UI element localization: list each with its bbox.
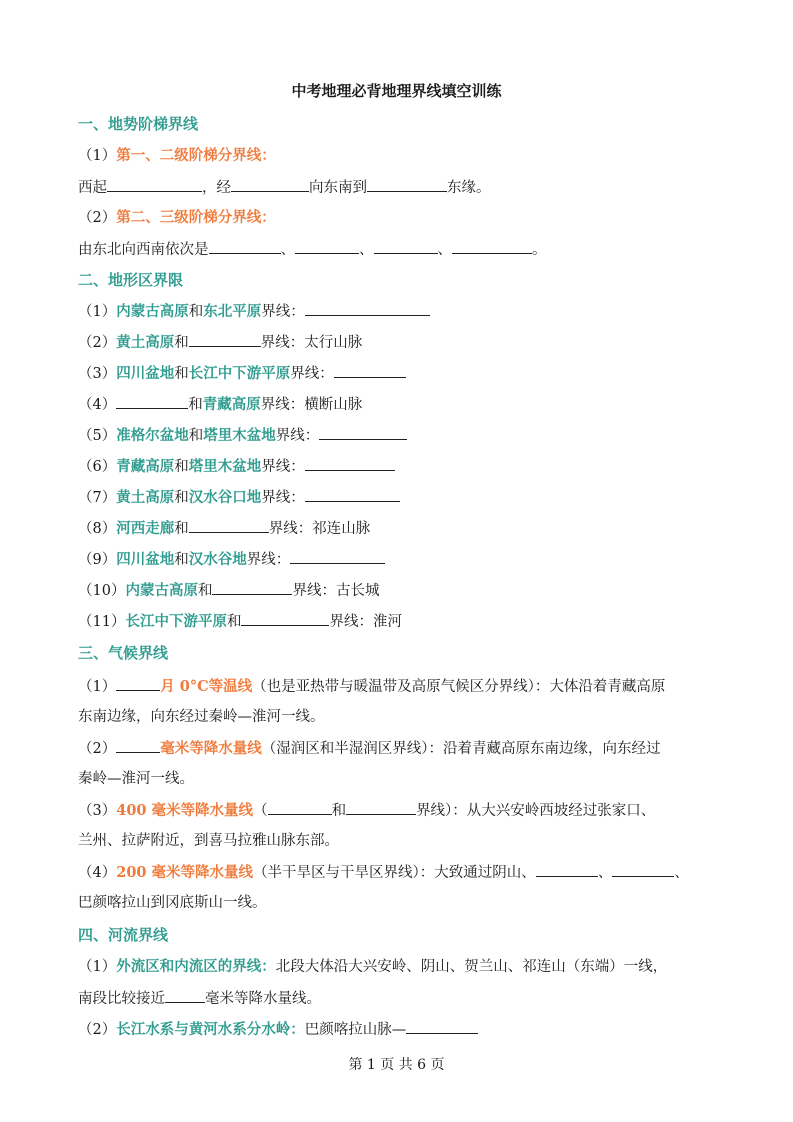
- region-name: 四川盆地: [116, 551, 175, 568]
- region-name: 黄土高原: [116, 489, 175, 506]
- question-line: [78, 177, 728, 198]
- region-name: 青藏高原: [202, 396, 261, 413]
- answer-blank[interactable]: [305, 301, 430, 316]
- text: 界线：: [261, 490, 305, 506]
- region-name: 汉水谷地: [188, 551, 247, 568]
- text: 向东南到: [309, 180, 367, 196]
- text: 界线：: [275, 428, 320, 444]
- question-number: （7）: [78, 490, 117, 506]
- text: 界线：: [261, 459, 305, 475]
- text: 和: [331, 803, 347, 819]
- question-line: [78, 611, 728, 632]
- question-line: [78, 800, 728, 821]
- text: 东南边缘，向东经过秦岭—淮河一线。: [78, 709, 325, 725]
- text: 巴颜喀拉山脉—: [304, 1022, 407, 1038]
- question-number: （2）: [78, 335, 117, 351]
- text: 。: [532, 242, 547, 258]
- text: 秦岭—淮河一线。: [78, 771, 194, 787]
- section-heading-rivers: 四、河流界线: [78, 926, 169, 944]
- question-number: （4）: [78, 397, 117, 413]
- question-title: 长江水系与黄河水系分水岭：: [116, 1021, 305, 1038]
- text: （半干旱区与干旱区界线）：大致通过阴山、: [253, 865, 536, 881]
- question-line: [78, 425, 728, 446]
- text: 西起: [78, 180, 107, 196]
- text: （湿润区和半湿润区界线）：沿着青藏高原东南边缘，向东经过: [261, 741, 661, 757]
- separator: 、: [280, 242, 295, 258]
- question-number: （9）: [78, 552, 117, 568]
- question-line: [78, 676, 728, 697]
- question-line: [78, 580, 728, 601]
- answer-blank[interactable]: [334, 363, 406, 378]
- region-name: 内蒙古高原: [116, 303, 189, 320]
- answer-blank[interactable]: [165, 988, 205, 1003]
- region-name: 长江中下游平原: [125, 613, 227, 630]
- question-line: [78, 363, 728, 384]
- question-number: （8）: [78, 521, 117, 537]
- text: 界线：: [246, 552, 291, 568]
- question-number: （2）: [78, 210, 117, 226]
- answer-blank[interactable]: [290, 549, 385, 564]
- answer-blank[interactable]: [374, 239, 438, 254]
- section-heading-climate: 三、气候界线: [78, 644, 169, 662]
- question-number: （1）: [78, 148, 117, 164]
- question-line: [78, 549, 728, 570]
- text: 界线：太行山脉: [260, 335, 363, 351]
- question-line: [78, 487, 728, 508]
- answer-blank[interactable]: [319, 425, 407, 440]
- page-footer: 第 1 页 共 6 页: [348, 1057, 445, 1073]
- text: 界线：: [261, 304, 305, 320]
- text: 和: [174, 490, 189, 506]
- region-name: 河西走廊: [116, 520, 175, 537]
- question-number: （1）: [78, 959, 117, 975]
- answer-blank[interactable]: [452, 239, 532, 254]
- question-title: 毫米等降水量线: [160, 740, 262, 757]
- question-line: [78, 146, 728, 166]
- text: 界线）：从大兴安岭西坡经过张家口、: [416, 803, 656, 819]
- text: 界线：横断山脉: [260, 397, 363, 413]
- text: 和: [188, 397, 203, 413]
- region-name: 东北平原: [203, 303, 262, 320]
- question-title: 400 毫米等降水量线: [116, 802, 254, 819]
- answer-blank[interactable]: [231, 177, 309, 192]
- separator: 、: [359, 242, 374, 258]
- question-line: [78, 518, 728, 539]
- region-name: 塔里木盆地: [203, 427, 276, 444]
- region-name: 汉水谷口地: [188, 489, 262, 506]
- region-name: 四川盆地: [116, 365, 175, 382]
- question-line: [78, 208, 728, 228]
- text: 和: [174, 335, 189, 351]
- question-title: 外流区和内流区的界线：: [116, 958, 276, 975]
- question-line: [78, 862, 728, 883]
- page-title: 中考地理必背地理界线填空训练: [291, 82, 502, 100]
- question-number: （2）: [78, 1022, 117, 1038]
- question-number: （2）: [78, 741, 117, 757]
- region-name: 内蒙古高原: [125, 582, 198, 599]
- text: 界线：古长城: [292, 583, 380, 599]
- question-number: （1）: [78, 679, 117, 695]
- separator: 、: [437, 242, 452, 258]
- answer-blank[interactable]: [212, 580, 292, 595]
- text: 和: [174, 459, 189, 475]
- answer-blank[interactable]: [346, 800, 416, 815]
- region-name: 长江中下游平原: [188, 365, 291, 382]
- text: 和: [197, 583, 213, 599]
- answer-blank[interactable]: [241, 611, 329, 626]
- question-number: （1）: [78, 304, 117, 320]
- answer-blank[interactable]: [406, 1019, 478, 1034]
- text: 和: [188, 304, 204, 320]
- question-number: （5）: [78, 428, 117, 444]
- region-name: 青藏高原: [116, 458, 175, 475]
- text: 东缘。: [447, 180, 491, 196]
- text: 巴颜喀拉山到冈底斯山一线。: [78, 895, 267, 911]
- question-line: [78, 769, 728, 789]
- question-number: （10）: [78, 583, 126, 599]
- question-number: （11）: [78, 614, 126, 630]
- answer-blank[interactable]: [295, 239, 359, 254]
- question-line: [78, 957, 728, 977]
- question-title: 200 毫米等降水量线: [116, 864, 254, 881]
- section-heading-terrain-steps: 一、地势阶梯界线: [78, 115, 199, 133]
- question-title: 月 0°C等温线: [160, 678, 253, 695]
- question-line: [78, 394, 728, 415]
- answer-blank[interactable]: [189, 518, 269, 533]
- text: 兰州、拉萨附近，到喜马拉雅山脉东部。: [78, 833, 339, 849]
- answer-blank[interactable]: [189, 332, 261, 347]
- text: 和: [188, 428, 204, 444]
- question-number: （4）: [78, 865, 117, 881]
- question-number: （3）: [78, 803, 117, 819]
- answer-blank[interactable]: [116, 676, 160, 691]
- question-line: [78, 239, 728, 260]
- answer-blank[interactable]: [209, 239, 281, 254]
- question-line: [78, 1019, 728, 1040]
- separator: 、: [674, 865, 689, 881]
- text: 南段比较接近: [78, 991, 165, 1007]
- text: 毫米等降水量线。: [205, 991, 321, 1007]
- question-title: 第二、三级阶梯分界线：: [116, 209, 276, 226]
- text: 和: [174, 552, 189, 568]
- answer-blank[interactable]: [268, 800, 332, 815]
- question-line: [78, 893, 728, 913]
- answer-blank[interactable]: [116, 394, 188, 409]
- question-line: [78, 738, 728, 759]
- text: 北段大体沿大兴安岭、阴山、贺兰山、祁连山（东端）一线，: [275, 959, 668, 975]
- separator: 、: [597, 865, 613, 881]
- answer-blank[interactable]: [107, 177, 202, 192]
- text: ，经: [202, 180, 231, 196]
- answer-blank[interactable]: [305, 487, 400, 502]
- question-line: [78, 988, 728, 1009]
- text: 界线：祁连山脉: [268, 521, 371, 537]
- question-line: [78, 707, 728, 727]
- answer-blank[interactable]: [305, 456, 395, 471]
- text: 和: [174, 366, 189, 382]
- text: 由东北向西南依次是: [78, 242, 209, 258]
- text: 界线：: [290, 366, 334, 382]
- question-line: [78, 332, 728, 353]
- question-number: （6）: [78, 459, 117, 475]
- region-name: 黄土高原: [116, 334, 175, 351]
- region-name: 塔里木盆地: [188, 458, 262, 475]
- question-title: 第一、二级阶梯分界线：: [116, 147, 276, 164]
- text: 界线：淮河: [329, 614, 402, 630]
- region-name: 准格尔盆地: [116, 427, 189, 444]
- question-number: （3）: [78, 366, 117, 382]
- question-line: [78, 301, 728, 322]
- section-heading-landform-regions: 二、地形区界限: [78, 271, 184, 289]
- text: 和: [226, 614, 242, 630]
- answer-blank[interactable]: [612, 862, 674, 877]
- text: （: [253, 803, 268, 819]
- text: （也是亚热带与暖温带及高原气候区分界线）：大体沿着青藏高原: [252, 679, 666, 695]
- answer-blank[interactable]: [536, 862, 598, 877]
- question-line: [78, 831, 728, 851]
- text: 和: [174, 521, 189, 537]
- question-line: [78, 456, 728, 477]
- answer-blank[interactable]: [367, 177, 447, 192]
- answer-blank[interactable]: [116, 738, 160, 753]
